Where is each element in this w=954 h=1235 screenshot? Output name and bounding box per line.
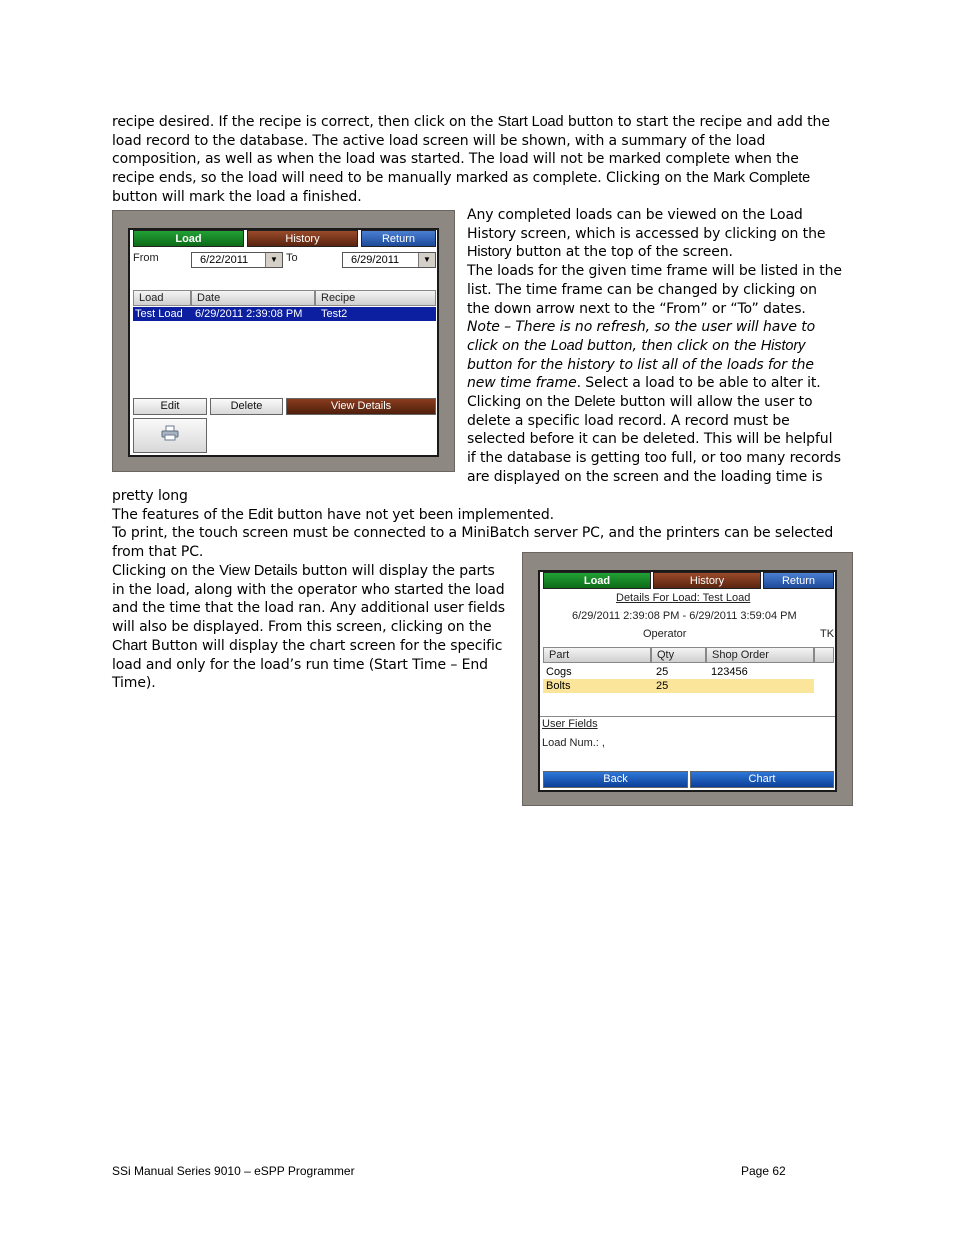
edit-term: Edit — [248, 507, 273, 523]
history-term-note: History — [760, 337, 806, 354]
delete-button[interactable]: Delete — [210, 398, 283, 415]
table-row[interactable]: Bolts 25 — [543, 679, 814, 693]
user-fields-label: User Fields — [542, 718, 598, 730]
chevron-down-icon[interactable]: ▼ — [418, 253, 435, 267]
chart-button[interactable]: Chart — [690, 771, 834, 788]
start-load-term: Start Load — [497, 114, 564, 130]
paragraph-start-load: recipe desired. If the recipe is correct, then click on the Start Load button to start the recipe and add the load record to the database. The active load screen will be shown, with a summary of the load composition, as well as when the load was started. The load will not be marked complete when the recipe ends, so the load will need to be manually marked as complete. Clicking on the Mark Complete button will mark the load a finished. — [112, 114, 830, 205]
to-date-value: 6/29/2011 — [351, 254, 400, 266]
operator-label: Operator — [643, 628, 687, 640]
load-term: Load — [550, 337, 583, 354]
paragraph-edit: The features of the Edit button have not yet been implemented. — [112, 507, 554, 523]
load-history-screenshot — [112, 210, 455, 472]
paragraph-print: To print, the touch screen must be connected to a MiniBatch server PC, and the printers can be selected from that PC. — [112, 525, 834, 560]
tab-load[interactable]: Load — [543, 572, 651, 589]
tab-load[interactable]: Load — [133, 230, 244, 247]
tab-return[interactable]: Return — [361, 230, 436, 247]
column-header-qty[interactable]: Qty — [651, 647, 706, 663]
history-term: History — [467, 244, 512, 261]
table-row[interactable]: Cogs 25 123456 — [546, 666, 748, 678]
print-button[interactable] — [133, 418, 207, 453]
chart-term: Chart — [112, 637, 147, 654]
details-title: Details For Load: Test Load — [616, 592, 751, 604]
view-details-term: View Details — [219, 563, 298, 579]
from-date-combo[interactable] — [191, 252, 283, 268]
column-header-shop-order[interactable]: Shop Order — [706, 647, 814, 663]
footer-manual-title: SSi Manual Series 9010 – eSPP Programmer — [112, 1164, 355, 1178]
tab-history[interactable]: History — [247, 230, 358, 247]
printer-icon — [161, 425, 179, 446]
from-label: From — [133, 252, 159, 264]
tab-return[interactable]: Return — [763, 572, 834, 589]
load-history-screen — [128, 228, 439, 457]
column-header-date[interactable]: Date — [191, 290, 315, 306]
paragraph-pretty-long: pretty long — [112, 488, 188, 504]
divider — [540, 716, 837, 717]
operator-value: TK — [820, 628, 835, 640]
view-details-button[interactable]: View Details — [286, 398, 436, 415]
column-header-load[interactable]: Load — [133, 290, 191, 306]
to-date-combo[interactable] — [342, 252, 436, 268]
table-row[interactable]: Test Load 6/29/2011 2:39:08 PM Test2 — [133, 307, 436, 321]
column-header-recipe[interactable]: Recipe — [315, 290, 436, 306]
load-details-screenshot — [522, 552, 853, 806]
paragraph-history: Any completed loads can be viewed on the Load History screen, which is accessed by clicking on the History button at the top of the screen. The loads for the given time frame will be listed in the list. The time frame can be changed by clicking on the down arrow next to the “From” or “To” dates. Note – There is no refresh, so the user will have to click on the Load button, then click on the History button for the history to list all of the loads for the new time frame. Select a load to be able to alter it. Clicking on the Delete button will allow the user to delete a specific load record. A record must be selected before it can be deleted. This will be helpful if the database is getting too full, or too many records are displayed on the screen and the loading time is — [467, 207, 842, 485]
tab-history[interactable]: History — [653, 572, 761, 589]
paragraph-view-details: Clicking on the View Details button will display the parts in the load, along with the operator who started the load and the time that the load ran. Any additional user fields will also be displayed. From this screen, clicking on the Chart Button will display the chart screen for the specific load and only for the load’s run time (Start Time – End Time). — [112, 563, 505, 692]
delete-term: Delete — [574, 394, 616, 411]
column-header-part[interactable]: Part — [543, 647, 651, 663]
column-header-extra — [814, 647, 834, 663]
footer-page-number: Page 62 — [741, 1164, 786, 1178]
time-range: 6/29/2011 2:39:08 PM - 6/29/2011 3:59:04 PM — [572, 610, 797, 622]
chevron-down-icon[interactable]: ▼ — [265, 253, 282, 267]
from-date-value: 6/22/2011 — [200, 254, 249, 266]
edit-button[interactable]: Edit — [133, 398, 207, 415]
mark-complete-term: Mark Complete — [713, 170, 811, 187]
load-details-screen — [538, 570, 837, 792]
back-button[interactable]: Back — [543, 771, 688, 788]
to-label: To — [286, 252, 298, 264]
load-num: Load Num.: , — [542, 737, 605, 749]
